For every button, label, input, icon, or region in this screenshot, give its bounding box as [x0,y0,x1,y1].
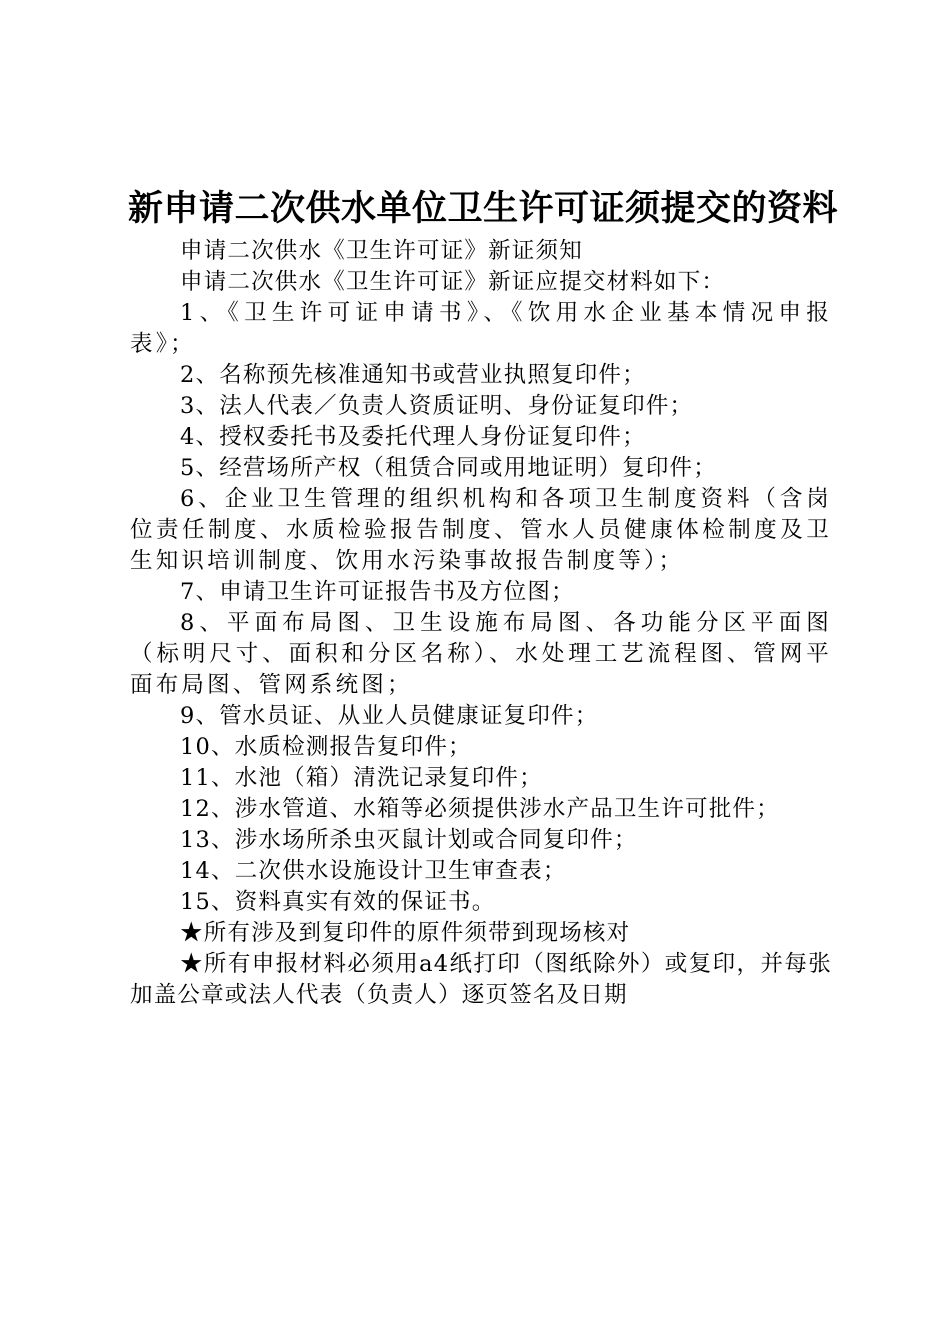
list-item-13: 13、涉水场所杀虫灭鼠计划或合同复印件； [180,827,638,853]
list-item-11: 11、水池（箱）清洗记录复印件； [180,765,543,791]
list-item-1: 1、《卫生许可证申请书》、《饮用水企业基本情况申报表》； [130,300,832,357]
list-item-12: 12、涉水管道、水箱等必须提供涉水产品卫生许可批件； [180,796,780,822]
paragraph-materials-intro: 申请二次供水《卫生许可证》新证应提交材料如下： [180,269,726,295]
list-item-14: 14、二次供水设施设计卫生审查表； [180,858,567,884]
note-printing: ★所有申报材料必须用a4纸打印（图纸除外）或复印，并每张加盖公章或法人代表（负责人）逐页签名及日期 [130,951,832,1008]
list-item-7: 7、申请卫生许可证报告书及方位图； [180,579,575,605]
list-item-6: 6、企业卫生管理的组织机构和各项卫生制度资料（含岗位责任制度、水质检验报告制度、管水人员健康体检制度及卫生知识培训制度、饮用水污染事故报告制度等）； [130,486,832,574]
document-body [130,236,832,1011]
note-originals: ★所有涉及到复印件的原件须带到现场核对 [180,920,631,946]
list-item-4: 4、授权委托书及委托代理人身份证复印件； [180,424,646,450]
list-item-5: 5、经营场所产权（租赁合同或用地证明）复印件； [180,455,717,481]
list-item-15: 15、资料真实有效的保证书。 [180,889,496,915]
list-item-8: 8、平面布局图、卫生设施布局图、各功能分区平面图（标明尺寸、面积和分区名称）、水处理工艺流程图、管网平面布局图、管网系统图； [130,610,832,698]
document-title: 新申请二次供水单位卫生许可证须提交的资料 [128,188,839,229]
list-item-3: 3、法人代表／负责人资质证明、身份证复印件； [180,393,694,419]
list-item-10: 10、水质检测报告复印件； [180,734,472,760]
paragraph-notice-heading: 申请二次供水《卫生许可证》新证须知 [180,238,583,264]
list-item-9: 9、管水员证、从业人员健康证复印件； [180,703,599,729]
list-item-2: 2、名称预先核准通知书或营业执照复印件； [180,362,646,388]
